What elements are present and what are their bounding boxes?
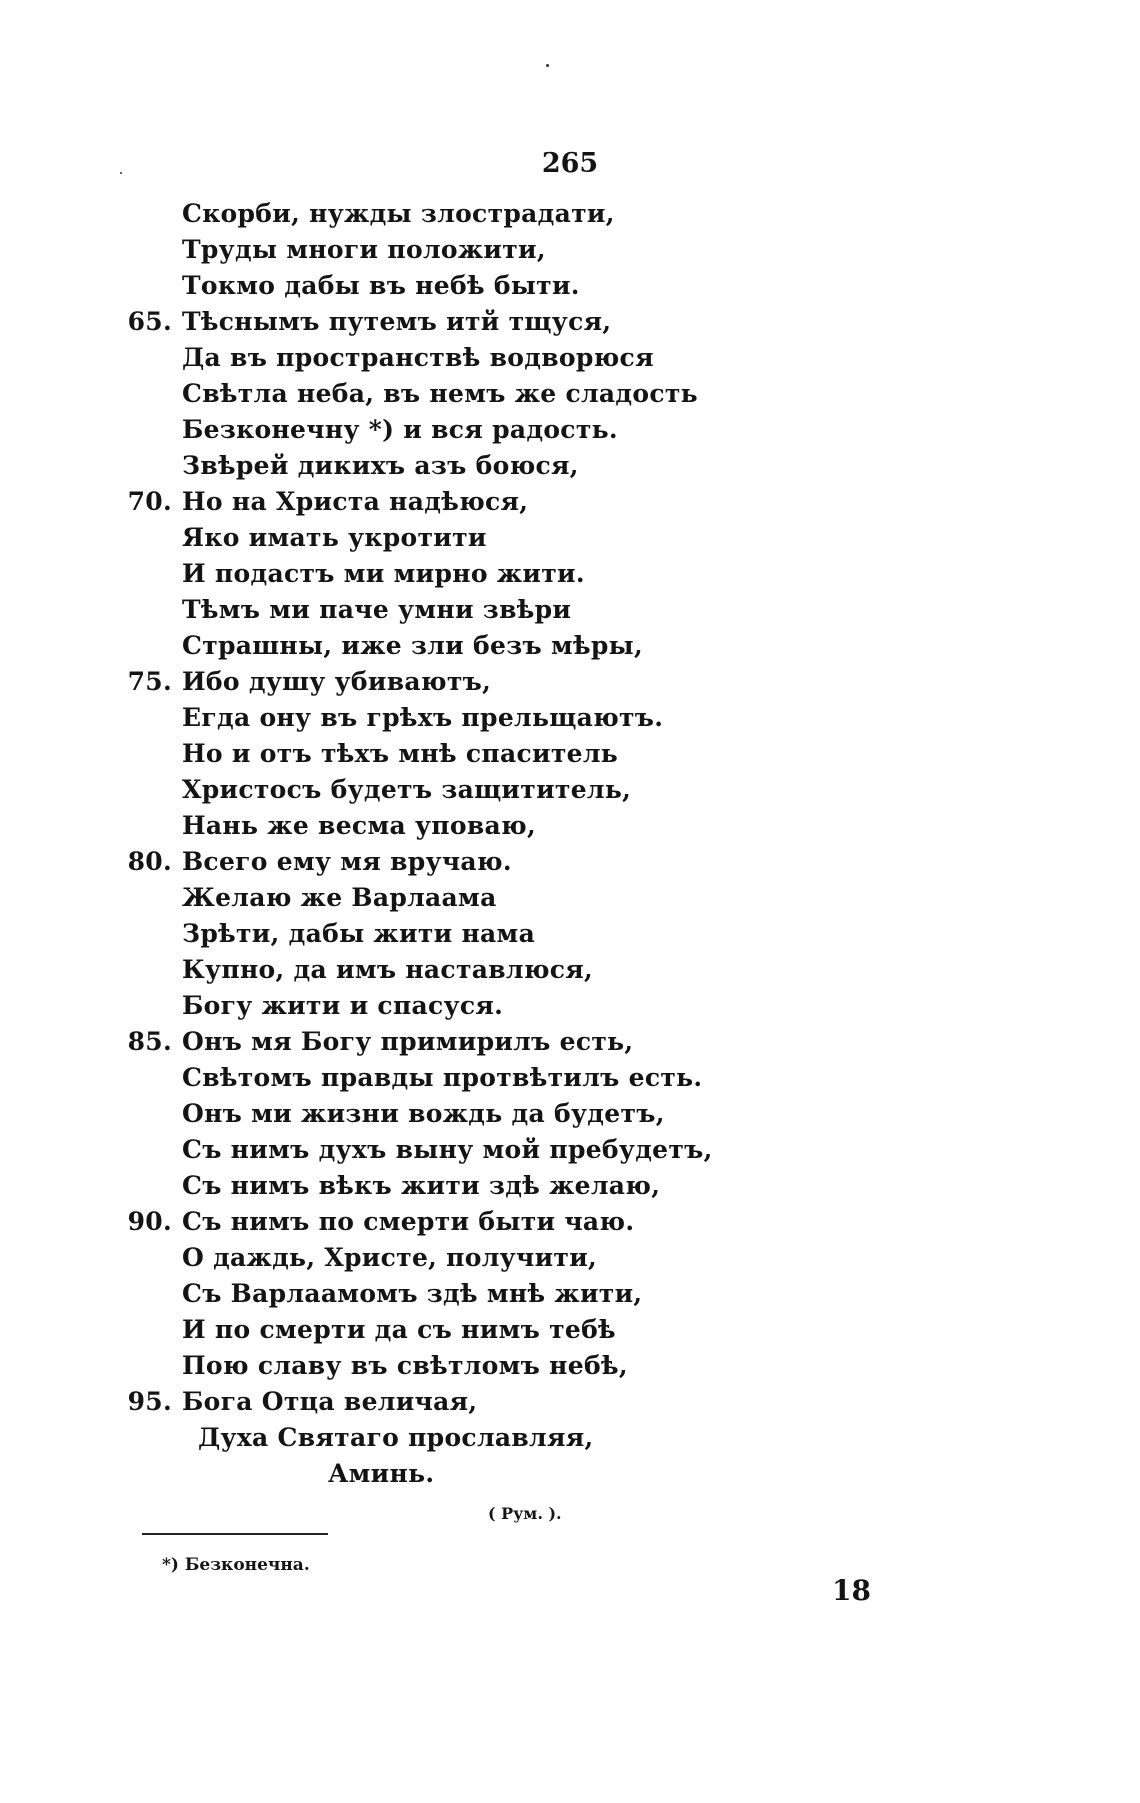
poem-line xyxy=(0,1276,1140,1312)
poem-line xyxy=(0,520,1140,556)
line-text: Нань же весма уповаю, xyxy=(182,811,536,840)
poem-line xyxy=(0,952,1140,988)
poem-line xyxy=(0,1204,1140,1240)
poem-line xyxy=(0,1132,1140,1168)
line-text: Ибо душу убиваютъ, xyxy=(182,667,492,696)
poem-line xyxy=(0,1096,1140,1132)
poem-line xyxy=(0,412,1140,448)
poem-line xyxy=(0,1384,1140,1420)
poem-line xyxy=(0,340,1140,376)
footnote: *) Безконечна. xyxy=(162,1555,310,1575)
poem-line xyxy=(0,232,1140,268)
poem-line xyxy=(0,1420,1140,1456)
line-text: Бога Отца величая, xyxy=(182,1387,478,1416)
poem xyxy=(0,196,1140,1492)
line-number: 90. xyxy=(127,1207,172,1236)
line-number: 70. xyxy=(127,487,172,516)
paper-speck xyxy=(546,64,549,67)
line-text: И по смерти да съ нимъ тебѣ xyxy=(182,1315,616,1344)
poem-line xyxy=(0,1456,1140,1492)
poem-line xyxy=(0,1240,1140,1276)
line-text: Безконечну *) и вся радость. xyxy=(182,415,618,444)
poem-line xyxy=(0,268,1140,304)
line-text: Зрѣти, дабы жити нама xyxy=(182,919,536,948)
line-number: 65. xyxy=(127,307,172,336)
line-text: Скорби, нужды злострадати, xyxy=(182,199,615,228)
line-text: Свѣтомъ правды протвѣтилъ есть. xyxy=(182,1063,703,1092)
poem-line xyxy=(0,304,1140,340)
line-text: Да въ пространствѣ водворюся xyxy=(182,343,654,372)
poem-line xyxy=(0,376,1140,412)
line-text: Тѣснымъ путемъ итй тщуся, xyxy=(182,307,612,336)
source-attribution: ( Рум. ). xyxy=(488,1504,562,1523)
footnote-divider xyxy=(142,1533,328,1535)
line-text: Токмо дабы въ небѣ быти. xyxy=(182,271,580,300)
line-text: Съ нимъ вѣкъ жити здѣ желаю, xyxy=(182,1171,661,1200)
poem-line xyxy=(0,448,1140,484)
poem-line xyxy=(0,556,1140,592)
line-text: Онъ ми жизни вождь да будетъ, xyxy=(182,1099,665,1128)
line-text: Духа Святаго прославляя, xyxy=(198,1423,594,1452)
poem-line xyxy=(0,1024,1140,1060)
poem-line xyxy=(0,844,1140,880)
line-text: Съ Варлаамомъ здѣ мнѣ жити, xyxy=(182,1279,643,1308)
line-text: О даждь, Христе, получити, xyxy=(182,1243,598,1272)
line-text: Желаю же Варлаама xyxy=(182,883,497,912)
poem-line xyxy=(0,736,1140,772)
poem-line xyxy=(0,700,1140,736)
poem-line xyxy=(0,808,1140,844)
line-text: Труды многи положити, xyxy=(182,235,546,264)
line-number: 75. xyxy=(127,667,172,696)
poem-line xyxy=(0,196,1140,232)
paper-speck xyxy=(120,172,122,174)
poem-line xyxy=(0,880,1140,916)
line-text: Съ нимъ духъ выну мой пребудетъ, xyxy=(182,1135,713,1164)
line-text: Тѣмъ ми паче умни звѣри xyxy=(182,595,572,624)
line-text: Купно, да имъ наставлюся, xyxy=(182,955,594,984)
line-text: Всего ему мя вручаю. xyxy=(182,847,512,876)
line-number: 80. xyxy=(127,847,172,876)
line-text: Егда ону въ грѣхъ прельщаютъ. xyxy=(182,703,664,732)
line-text: Аминь. xyxy=(328,1459,435,1488)
line-text: И подастъ ми мирно жити. xyxy=(182,559,585,588)
poem-line xyxy=(0,592,1140,628)
poem-line xyxy=(0,916,1140,952)
line-text: Звѣрей дикихъ азъ боюся, xyxy=(182,451,579,480)
poem-line xyxy=(0,1312,1140,1348)
line-text: Но и отъ тѣхъ мнѣ спаситель xyxy=(182,739,619,768)
line-text: Богу жити и спасуся. xyxy=(182,991,504,1020)
poem-line xyxy=(0,484,1140,520)
poem-line xyxy=(0,988,1140,1024)
poem-line xyxy=(0,1348,1140,1384)
line-text: Свѣтла неба, въ немъ же сладость xyxy=(182,379,698,408)
line-text: Страшны, иже зли безъ мѣры, xyxy=(182,631,643,660)
page-number: 265 xyxy=(541,148,599,179)
line-text: Съ нимъ по смерти быти чаю. xyxy=(182,1207,635,1236)
line-number: 85. xyxy=(127,1027,172,1056)
line-text: Онъ мя Богу примирилъ есть, xyxy=(182,1027,634,1056)
poem-line xyxy=(0,664,1140,700)
poem-line xyxy=(0,772,1140,808)
line-text: Яко имать укротити xyxy=(182,523,487,552)
poem-line xyxy=(0,628,1140,664)
line-text: Пою славу въ свѣтломъ небѣ, xyxy=(182,1351,628,1380)
signature-mark: 18 xyxy=(832,1574,871,1607)
line-number: 95. xyxy=(127,1387,172,1416)
poem-line xyxy=(0,1168,1140,1204)
poem-line xyxy=(0,1060,1140,1096)
line-text: Но на Христа надѣюся, xyxy=(182,487,529,516)
line-text: Христосъ будетъ защититель, xyxy=(182,775,632,804)
